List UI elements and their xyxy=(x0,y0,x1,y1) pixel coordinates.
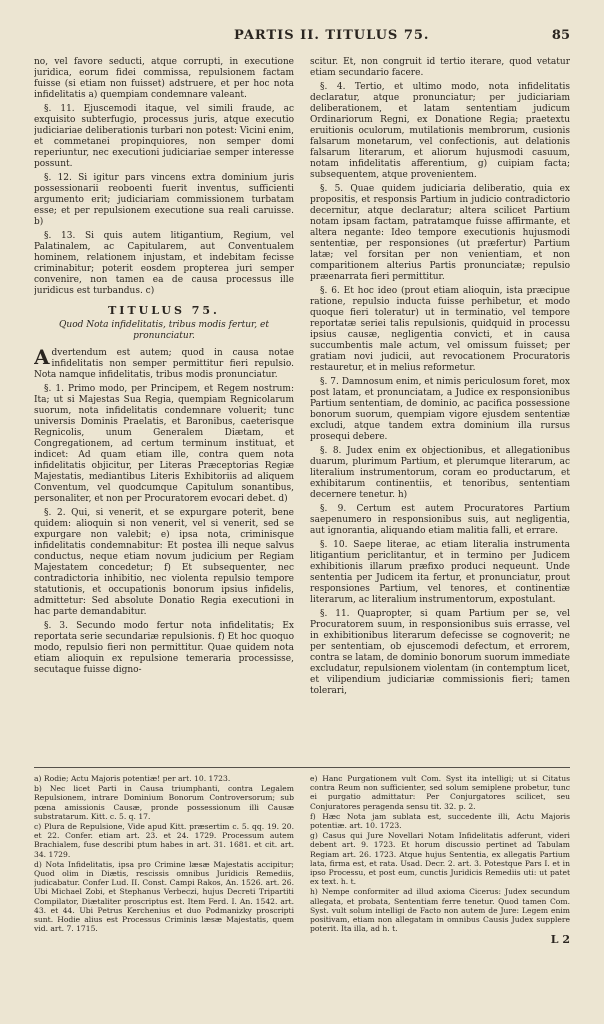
paragraph: §. 8. Judex enim ex objectionibus, et allegationibus duarum, plurimum Partium, et plerumque literarum, ac literalium instrumentorum, coram eo productarum, et exhibitarum continentiis, et tenoribus, sententiam decernere tenetur. h) xyxy=(310,446,570,500)
footnote: d) Nota Infidelitatis, ipsa pro Crimine læsæ Majestatis accipitur; Quod olim in Diætis, rescissis omnibus Juridicis Remediis, judicabatur. Confer Lud. II. Const. Campi Rakos, An. 1526. art. 26. Ubi Michael Zobi, et Stephanus Verbeczi, hujus Decreti Tripartiti Compilator, Diætaliter proscriptus est. Item Ferd. I. An. 1542. art. 43. et 44. Ubi Petrus Kerchenius et duo Podmanizky proscripti sunt. Hodie alius est Processus Criminis læsæ Majestatis, quem vid. art. 7. 1715. xyxy=(34,859,294,934)
footnote: a) Rodie; Actu Majoris potentiæ! per art. 10. 1723. xyxy=(34,774,231,783)
paragraph: §. 1. Primo modo, per Principem, et Regem nostrum: Ita; ut si Majestas Sua Regia, quempiam Regnicolarum suorum, nota infidelitatis condemnare voluerit; tunc universis Dominis Praelatis, et Baronibus, caeterisque Regnicolis, unum Generalem Diætam, et Congregationem, ad certum terminum instituat, et indicet: Ad quam etiam ille, contra quem nota infidelitatis objicitur, per Literas Præceptorias Regiæ Majestatis, mediantibus Literis Exhibitoriis ad aliquem Conventum, vel quodcumque Capitulum sonantibus, personaliter, et non per Procuratorem evocari debet. d) xyxy=(34,384,294,504)
paragraph: §. 4. Tertio, et ultimo modo, nota infidelitatis declaratur, atque pronunciatur; per judiciariam deliberationem, et latam sententiam judicum Ordinariorum Regni, ex Donatione Regia; praetextu eruitionis oculorum, mutilationis membrorum, cusionis falsarum monetarum, vel confectionis, aut delationis falsarum literarum, et aliorum hujusmodi casuum, notam infidelitatis afferentium, g) cuipiam facta; subsequentem, atque provenientem. xyxy=(310,82,570,180)
paragraph: §. 11. Ejuscemodi itaque, vel simili fraude, ac exquisito subterfugio, processus juris, atque executio judiciariae deliberationis turbari non potest: Vicini enim, et commetanei propinquiores, non semper domi reperiuntur, nec executioni judiciariae semper interesse possunt. xyxy=(34,104,294,169)
paragraph: §. 11. Quapropter, si quam Partium per se, vel Procuratorem suum, in responsionibus suis errasse, vel in exhibitionibus literarum defecisse se cognoverit; ne per sententiam, ob ejuscemodi defectum, et errorem, contra se latam, de dominio bonorum suorum immediate excludatur, repulsionem violentam (in contemptum licet, et vilipendium judiciariæ commissionis fieri; tamen tolerari, xyxy=(310,609,570,696)
paragraph: §. 7. Damnosum enim, et nimis periculosum foret, mox post latam, et pronunciatam, a Judice ex responsionibus Partium sententiam, de dominio, ac pacifica possessione bonorum suorum, quempiam vigore ejusdem sententiæ excludi, atque tandem extra dominium illa rursus prosequi debere. xyxy=(310,377,570,442)
footnotes-right xyxy=(310,774,570,994)
paragraph-text: dvertendum est autem; quod in causa notae infidelitatis non semper permittitur fieri repulsio. Nota namque infidelitatis, tribus modis pronunciatur. xyxy=(34,348,294,380)
paragraph: §. 6. Et hoc ideo (prout etiam alioquin, ista præcipue ratione, repulsio inducta fuisse perhibetur, et modo quoque fieri toleratur) ut in terminatio, vel tempore reportatæ seriei talis repulsionis, quidquid in processu ipsius causæ, negligentia convicti, et in causa succumbentis male actum, vel omissum fuisset; per gratiam novi judicii, aut revocationem Procuratoris restauretur, et in melius reformetur. xyxy=(310,286,570,373)
drop-cap: A xyxy=(34,345,50,369)
footnote: b) Nec licet Parti in Causa triumphanti, contra Legalem Repulsionem, intrare Dominium Bonorum Controversorum; sub pœna amissionis Causæ, pronde possessionum illi Causæ substratarum. Kitt. c. 5. q. 17. xyxy=(34,784,294,821)
footnote: h) Nempe conformiter ad illud axioma Cicerus: Judex secundum allegata, et probata, Sententiam ferre tenetur. Quod tamen Com. Syst. vult solum intelligi de Facto non autem de Jure: Legem enim positivam, etiam non allegatam in omnibus Causis Judex supplere poterit. Ita illa, ad h. t. xyxy=(310,887,570,934)
paragraph: §. 13. Si quis autem litigantium, Regium, vel Palatinalem, ac Capitularem, aut Conventualem hominem, relationem injustam, et indebitam fecisse criminabitur; poterit eosdem propterea juri semper convenire, non tamen ea de causa processus ille juridicus est turbandus. c) xyxy=(34,231,294,296)
footnote: e) Hanc Purgationem vult Com. Syst ita intelligi; ut si Citatus contra Reum non sufficienter, sed solum semiplene probetur, tunc ei purgatio admittatur: Per Conjurgatores scilicet, seu Conjuratores peragenda sensu tit. 32. p. 2. xyxy=(310,774,570,811)
right-column xyxy=(310,57,570,757)
footnote: g) Casus qui Jure Novellari Notam Infidelitatis adferunt, videri debent art. 9. 1723. Et horum discussio pertinet ad Tabulam Regiam art. 26. 1723. Atque hujus Sententia, ex allegatis Partium lata, firma est, et rata. Usad. Decr. 2. art. 3. Potestque Pars I. et in ipso Processu, et post eum, cunctis Juridicis Remediis uti: ut patet ex text. h. t. xyxy=(310,831,570,887)
running-header xyxy=(234,28,570,43)
footnotes xyxy=(34,774,570,994)
paragraph: scitur. Et, non congruit id tertio iterare, quod vetatur etiam secundario facere. xyxy=(310,57,570,78)
left-column xyxy=(34,57,294,757)
paragraph-dropcap xyxy=(34,345,294,381)
paragraph: §. 10. Saepe literae, ac etiam literalia instrumenta litigantium periclitantur, et in termino per Judicem exhibitionis illarum præfixo produci nequeunt. Unde sententia per Judicem ita fertur, et pronunciatur, prout responsiones Partium, vel tenores, et continentiæ literarum, ac literalium instrumentorum, expostulant. xyxy=(310,540,570,605)
paragraph: §. 5. Quae quidem judiciaria deliberatio, quia ex propositis, et responsis Partium in judicio contradictorio decernitur, atque declaratur; altera scilicet Partium notam ipsam factam, patratamque fuisse affirmante, et altera negante: Ideo tempore executionis hujusmodi sententiæ, per responsiones (ut præfertur) Partium latæ; vel forsitan per non venientiam, et non comparitionem alterius Partis pronunciatæ; repulsio præenarrata fieri permittitur. xyxy=(310,184,570,282)
paragraph: no, vel favore seducti, atque corrupti, in executione juridica, eorum fidei commissa, repulsionem factam fuisse (si etiam non fuisset) adstruere, et per hoc nota infidelitatis a) quempiam condemnare valeant. xyxy=(34,57,294,100)
section-subtitle: Quod Nota infidelitatis, tribus modis fertur, et pronunciatur. xyxy=(59,320,269,341)
paragraph: §. 12. Si igitur pars vincens extra dominium juris possessionarii reoboenti fuerit inventus, sufficienti argumento erit; judiciariam commissionem turbatam esse; et per repulsionem executione sua reali caruisse. b) xyxy=(34,173,294,227)
footnote: c) Plura de Repulsione, Vide apud Kitt. præsertim c. 5. qq. 19. 20. et 22. Confer. etiam art. 23. et 24. 1729. Processum autem Brachialem, fuse describi ptum habes in art. 31. 1681. et cit. art. 34. 1729. xyxy=(34,822,294,859)
signature-mark: L 2 xyxy=(550,933,570,947)
section-title: TITULUS 75. xyxy=(108,304,220,317)
paragraph: §. 9. Certum est autem Procuratores Partium saepenumero in responsionibus suis, aut negligentia, aut ignorantia, aliquando etiam malitia falli, et errare. xyxy=(310,504,570,536)
footnotes-left xyxy=(34,774,294,994)
paragraph: §. 3. Secundo modo fertur nota infidelitatis; Ex reportata serie secundariæ repulsionis. f) Et hoc quoquo modo, repulsio fieri non permittitur. Quae quidem nota etiam alioquin ex repulsione temeraria processisse, secutaque fuisse digno- xyxy=(34,621,294,675)
paragraph: §. 2. Qui, si venerit, et se expurgare poterit, bene quidem: alioquin si non venerit, vel si venerit, sed se expurgare non valebit; e) ipsa nota, criminisque infidelitatis condemnabitur: Et postea illi neque salvus conductus, neque etiam novum judicium per Regiam Majestatem concedetur; f) Et subsequenter, nec contradictoria inhibitio, nec violenta repulsio tempore statutionis, et occupationis bonorum ipsius infidelis, admittetur: Sed absolute Donatio Regia executioni in hac parte demandabitur. xyxy=(34,508,294,617)
page-number: 85 xyxy=(551,28,570,43)
body-columns xyxy=(34,57,570,757)
header-title: PARTIS II. TITULUS 75. xyxy=(234,28,430,43)
footnote: f) Hæc Nota jam sublata est, succedente illi, Actu Majoris potentiæ. art. 10. 1723. xyxy=(310,811,570,831)
footnote-divider xyxy=(34,767,570,768)
